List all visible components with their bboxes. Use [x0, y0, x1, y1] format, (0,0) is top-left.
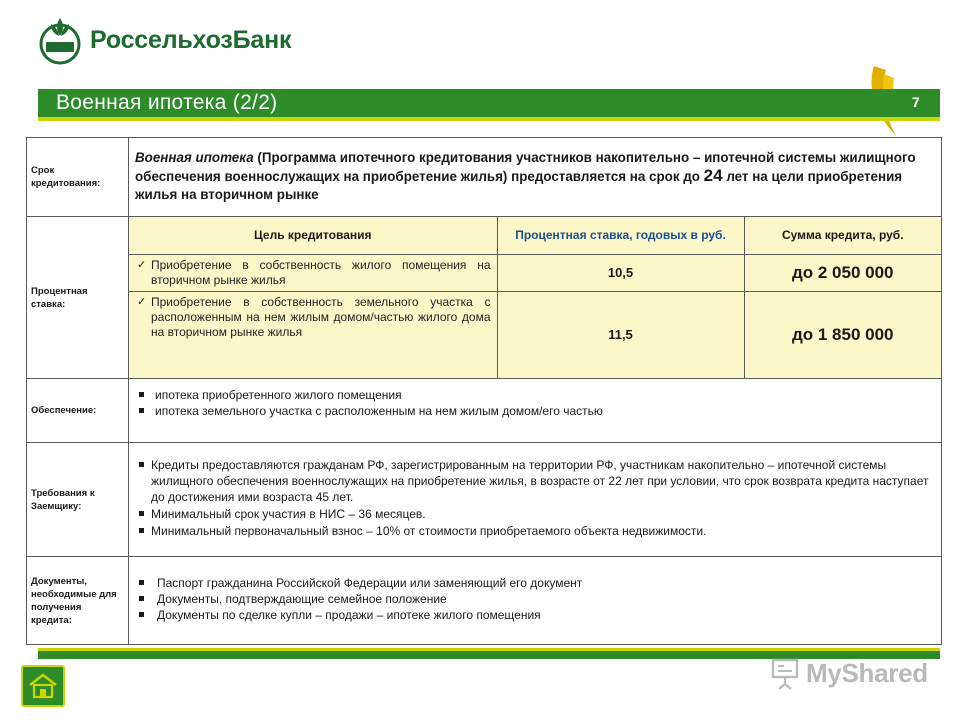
list-item [137, 575, 933, 591]
rate-header: Процентная ставка, годовых в руб. [497, 217, 744, 254]
list-item-text: Паспорт гражданина Российской Федерации или заменяющий его документ [157, 576, 583, 590]
bullet-icon [139, 511, 144, 516]
sum-value: до 1 850 000 [744, 291, 941, 378]
term-lead: Военная ипотека [135, 150, 254, 165]
list-item-text: Кредиты предоставляются гражданам РФ, зарегистрированным на территории РФ, участникам накопительно – ипотечной системы жилищного обеспечения военнослужащих на приобретение жилья, в возрасте от 22 лет при условии, что срок возврата кредита наступает до достижения ими возраста 45 лет. [151, 458, 929, 504]
goal-cell [129, 291, 497, 378]
list-item [137, 457, 933, 505]
check-icon: ✓ [137, 258, 147, 271]
security-list [129, 379, 941, 423]
list-item [137, 506, 933, 522]
list-item [137, 403, 933, 419]
list-item-text: Минимальный срок участия в НИС – 36 месяцев. [151, 507, 426, 521]
list-item [137, 523, 933, 539]
table-row [129, 254, 941, 291]
list-item [137, 591, 933, 607]
requirements-label: Требования к Заемщику: [27, 443, 129, 557]
term-text-1: (Программа ипотечного кредитования участников накопительно – ипотечной системы жилищного обеспечения военнослужащих на приобретение жилья) предоставляется на срок до [135, 150, 916, 184]
documents-cell [129, 557, 942, 645]
sum-value: до 2 050 000 [744, 254, 941, 291]
bullet-icon [139, 612, 144, 617]
requirements-row [27, 443, 942, 557]
list-item-text: ипотека земельного участка с расположенным на нем жилым домом/его частью [155, 404, 603, 418]
goal-text: Приобретение в собственность земельного участка с расположенным на нем жилым домом/частью жилого дома на вторичном рынке жилья [151, 294, 491, 339]
goal-text: Приобретение в собственность жилого помещения на вторичном рынке жилья [151, 257, 491, 287]
bullet-icon [139, 462, 144, 467]
conditions-table [26, 137, 942, 645]
bank-logo-text: РоссельхозБанк [90, 25, 292, 54]
security-row [27, 379, 942, 443]
list-item-text: ипотека приобретенного жилого помещения [155, 388, 402, 402]
sum-header: Сумма кредита, руб. [744, 217, 941, 254]
security-cell [129, 379, 942, 443]
security-label: Обеспечение: [27, 379, 129, 443]
home-icon [27, 672, 59, 700]
term-row [27, 138, 942, 217]
rate-table-header [129, 217, 941, 254]
home-button[interactable] [21, 665, 65, 707]
title-bar [38, 89, 940, 121]
term-text-2: лет на цели приобретения жилья на вторичном рынке [135, 169, 903, 202]
documents-list [129, 557, 941, 627]
bank-emblem-icon [38, 14, 82, 66]
rate-cell [129, 217, 942, 379]
rate-value: 11,5 [497, 291, 744, 378]
rate-table [129, 217, 941, 378]
bullet-icon [139, 596, 144, 601]
documents-row [27, 557, 942, 645]
term-label: Срок кредитования: [27, 138, 129, 217]
bank-logo [38, 12, 338, 68]
bullet-icon [139, 408, 144, 413]
list-item [137, 607, 933, 623]
slide-title: Военная ипотека (2/2) [56, 91, 278, 114]
presentation-icon [770, 656, 800, 690]
watermark-text: MyShared [806, 657, 928, 688]
rate-row [27, 217, 942, 379]
list-item-text: Документы, подтверждающие семейное положение [157, 592, 447, 606]
requirements-cell [129, 443, 942, 557]
table-row [129, 291, 941, 378]
list-item-text: Документы по сделке купли – продажи – ипотеке жилого помещения [157, 608, 541, 622]
requirements-list [129, 443, 941, 544]
documents-label: Документы, необходимые для получения кредита: [27, 557, 129, 645]
goal-header: Цель кредитования [129, 217, 497, 254]
watermark [770, 656, 928, 690]
page-number: 7 [912, 94, 920, 110]
check-icon: ✓ [137, 295, 147, 308]
term-years: 24 [703, 166, 723, 185]
rate-value: 10,5 [497, 254, 744, 291]
bullet-icon [139, 580, 144, 585]
rate-label: Процентная ставка: [27, 217, 129, 379]
bullet-icon [139, 528, 144, 533]
list-item-text: Минимальный первоначальный взнос – 10% от стоимости приобретаемого объекта недвижимости. [151, 524, 707, 538]
list-item [137, 387, 933, 403]
bullet-icon [139, 392, 144, 397]
term-description [129, 138, 942, 217]
goal-cell [129, 254, 497, 291]
